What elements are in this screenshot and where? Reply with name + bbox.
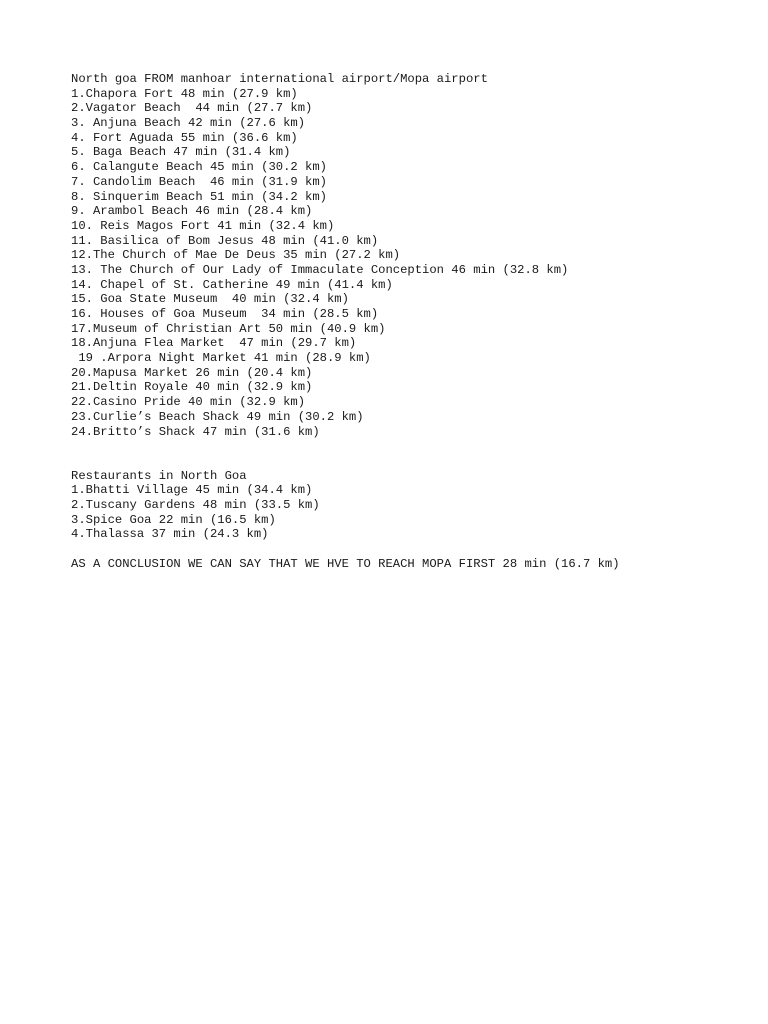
- section-spacer: [71, 542, 751, 557]
- north-goa-section: [71, 72, 751, 439]
- list-item: 17.Museum of Christian Art 50 min (40.9 km): [71, 321, 386, 336]
- list-item: 6. Calangute Beach 45 min (30.2 km): [71, 160, 327, 175]
- list-item: 23.Curlie’s Beach Shack 49 min (30.2 km): [71, 409, 364, 424]
- list-item: 10. Reis Magos Fort 41 min (32.4 km): [71, 218, 335, 233]
- north-goa-heading: North goa FROM manhoar international airport/Mopa airport: [71, 72, 488, 86]
- conclusion-text: AS A CONCLUSION WE CAN SAY THAT WE HVE TO REACH MOPA FIRST 28 min (16.7 km): [71, 556, 620, 571]
- list-item: 22.Casino Pride 40 min (32.9 km): [71, 395, 306, 410]
- list-item: 9. Arambol Beach 46 min (28.4 km): [71, 204, 313, 219]
- list-item: 11. Basilica of Bom Jesus 48 min (41.0 km): [71, 233, 379, 248]
- list-item: 4.Thalassa 37 min (24.3 km): [71, 527, 269, 542]
- list-item: 7. Candolim Beach 46 min (31.9 km): [71, 174, 327, 189]
- list-item: 12.The Church of Mae De Deus 35 min (27.2 km): [71, 248, 401, 263]
- list-item: 14. Chapel of St. Catherine 49 min (41.4 km): [71, 277, 393, 292]
- list-item: 18.Anjuna Flea Market 47 min (29.7 km): [71, 336, 357, 351]
- list-item: 3. Anjuna Beach 42 min (27.6 km): [71, 116, 306, 131]
- list-item: 19 .Arpora Night Market 41 min (28.9 km): [71, 351, 371, 366]
- restaurants-section: [71, 469, 751, 542]
- list-item: 21.Deltin Royale 40 min (32.9 km): [71, 380, 313, 395]
- list-item: 2.Tuscany Gardens 48 min (33.5 km): [71, 497, 320, 512]
- list-item: 20.Mapusa Market 26 min (20.4 km): [71, 365, 313, 380]
- list-item: 1.Chapora Fort 48 min (27.9 km): [71, 86, 298, 101]
- list-item: 8. Sinquerim Beach 51 min (34.2 km): [71, 189, 327, 204]
- list-item: 1.Bhatti Village 45 min (34.4 km): [71, 483, 313, 498]
- list-item: 16. Houses of Goa Museum 34 min (28.5 km): [71, 307, 379, 321]
- list-item: 3.Spice Goa 22 min (16.5 km): [71, 512, 276, 527]
- document-page: [71, 72, 751, 571]
- list-item: 15. Goa State Museum 40 min (32.4 km): [71, 292, 349, 307]
- list-item: 2.Vagator Beach 44 min (27.7 km): [71, 101, 313, 116]
- restaurants-heading: Restaurants in North Goa: [71, 468, 247, 483]
- section-spacer: [71, 439, 751, 468]
- list-item: 13. The Church of Our Lady of Immaculate Conception 46 min (32.8 km): [71, 262, 569, 277]
- list-item: 24.Britto’s Shack 47 min (31.6 km): [71, 424, 320, 439]
- list-item: 4. Fort Aguada 55 min (36.6 km): [71, 130, 298, 145]
- list-item: 5. Baga Beach 47 min (31.4 km): [71, 145, 291, 160]
